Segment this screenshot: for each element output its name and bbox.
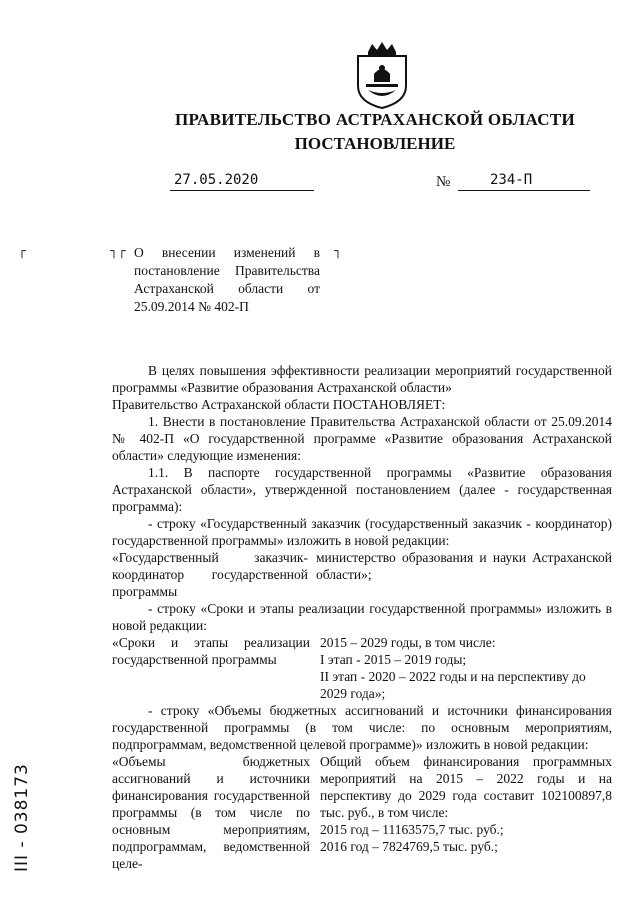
document-subject: О внесении изменений в постановление Правительства Астраханской области от 25.09.2014 № 402-П	[134, 245, 320, 314]
organization-title: ПРАВИТЕЛЬСТВО АСТРАХАНСКОЙ ОБЛАСТИ	[175, 110, 575, 129]
terms-right-line-3: II этап - 2020 – 2022 годы и на перспективу до 2029 года»;	[320, 669, 586, 701]
document-type-title: ПОСТАНОВЛЕНИЕ	[294, 134, 456, 153]
corner-bracket-subject-right: ┐	[334, 244, 342, 259]
budget-right-cell	[320, 753, 612, 872]
preamble-decree-line: Правительство Астраханской области ПОСТАНОВЛЯЕТ:	[112, 397, 446, 412]
budget-table-row	[112, 753, 612, 872]
terms-right-line-2: I этап - 2015 – 2019 годы;	[320, 652, 467, 667]
customer-right-cell: министерство образования и науки Астраханской области»;	[316, 550, 612, 582]
item-1-1-paragraph: 1.1. В паспорте государственной программы «Развитие образования Астраханской области», утвержденной постановлением (далее - государственная программа):	[112, 465, 612, 514]
preamble-paragraph: В целях повышения эффективности реализации мероприятий государственной программы «Развитие образования Астраханской области»	[112, 363, 612, 395]
budget-right-line-1: Общий объем финансирования программных мероприятий на 2015 – 2022 годы и на перспективу до 2029 года составит 102100897,8 тыс. руб., в том числе:	[320, 754, 612, 820]
blank-serial-number	[8, 720, 38, 870]
customer-line-paragraph: - строку «Государственный заказчик (государственный заказчик - координатор) государственной программы» изложить в новой редакции:	[112, 516, 612, 548]
corner-bracket-left: ┌	[18, 244, 26, 259]
document-body	[112, 362, 612, 872]
document-number: 234-П	[490, 172, 533, 188]
number-underline	[458, 190, 590, 191]
number-sign: №	[436, 174, 451, 190]
budget-right-line-3: 2016 год – 7824769,5 тыс. руб.;	[320, 839, 498, 854]
coat-of-arms-emblem	[354, 42, 410, 110]
item-1-paragraph: 1. Внести в постановление Правительства Астраханской области от 25.09.2014 № 402-П «О государственной программе «Развитие образования Астраханской области» следующие изменения:	[112, 414, 612, 463]
budget-right-line-2: 2015 год – 11163575,7 тыс. руб.;	[320, 822, 504, 837]
budget-left-cell: «Объемы бюджетных ассигнований и источники финансирования государственной программы (в том числе по основным мероприятиям, подпрограммам, ведомственной целе-	[112, 754, 310, 871]
corner-bracket-subject-left: ┐┌	[110, 244, 126, 259]
serial-number-text: ІІІ - 038173	[12, 763, 32, 872]
terms-right-line-1: 2015 – 2029 годы, в том числе:	[320, 635, 496, 650]
customer-table-row	[112, 549, 612, 600]
date-underline	[170, 190, 314, 191]
terms-right-cell	[320, 634, 612, 702]
terms-line-paragraph: - строку «Сроки и этапы реализации государственной программы» изложить в новой редакции:	[112, 601, 612, 633]
terms-left-cell: «Сроки и этапы реализации государственной программы	[112, 635, 310, 667]
customer-left-cell: «Государственный заказчик-координатор государственной программы	[112, 550, 308, 599]
budget-line-paragraph: - строку «Объемы бюджетных ассигнований и источники финансирования государственной программы (в том числе: по основным мероприятиям, подпрограммам, ведомственной целевой программе)» изложить в новой редакции:	[112, 703, 612, 752]
document-date: 27.05.2020	[174, 172, 259, 188]
terms-table-row	[112, 634, 612, 702]
